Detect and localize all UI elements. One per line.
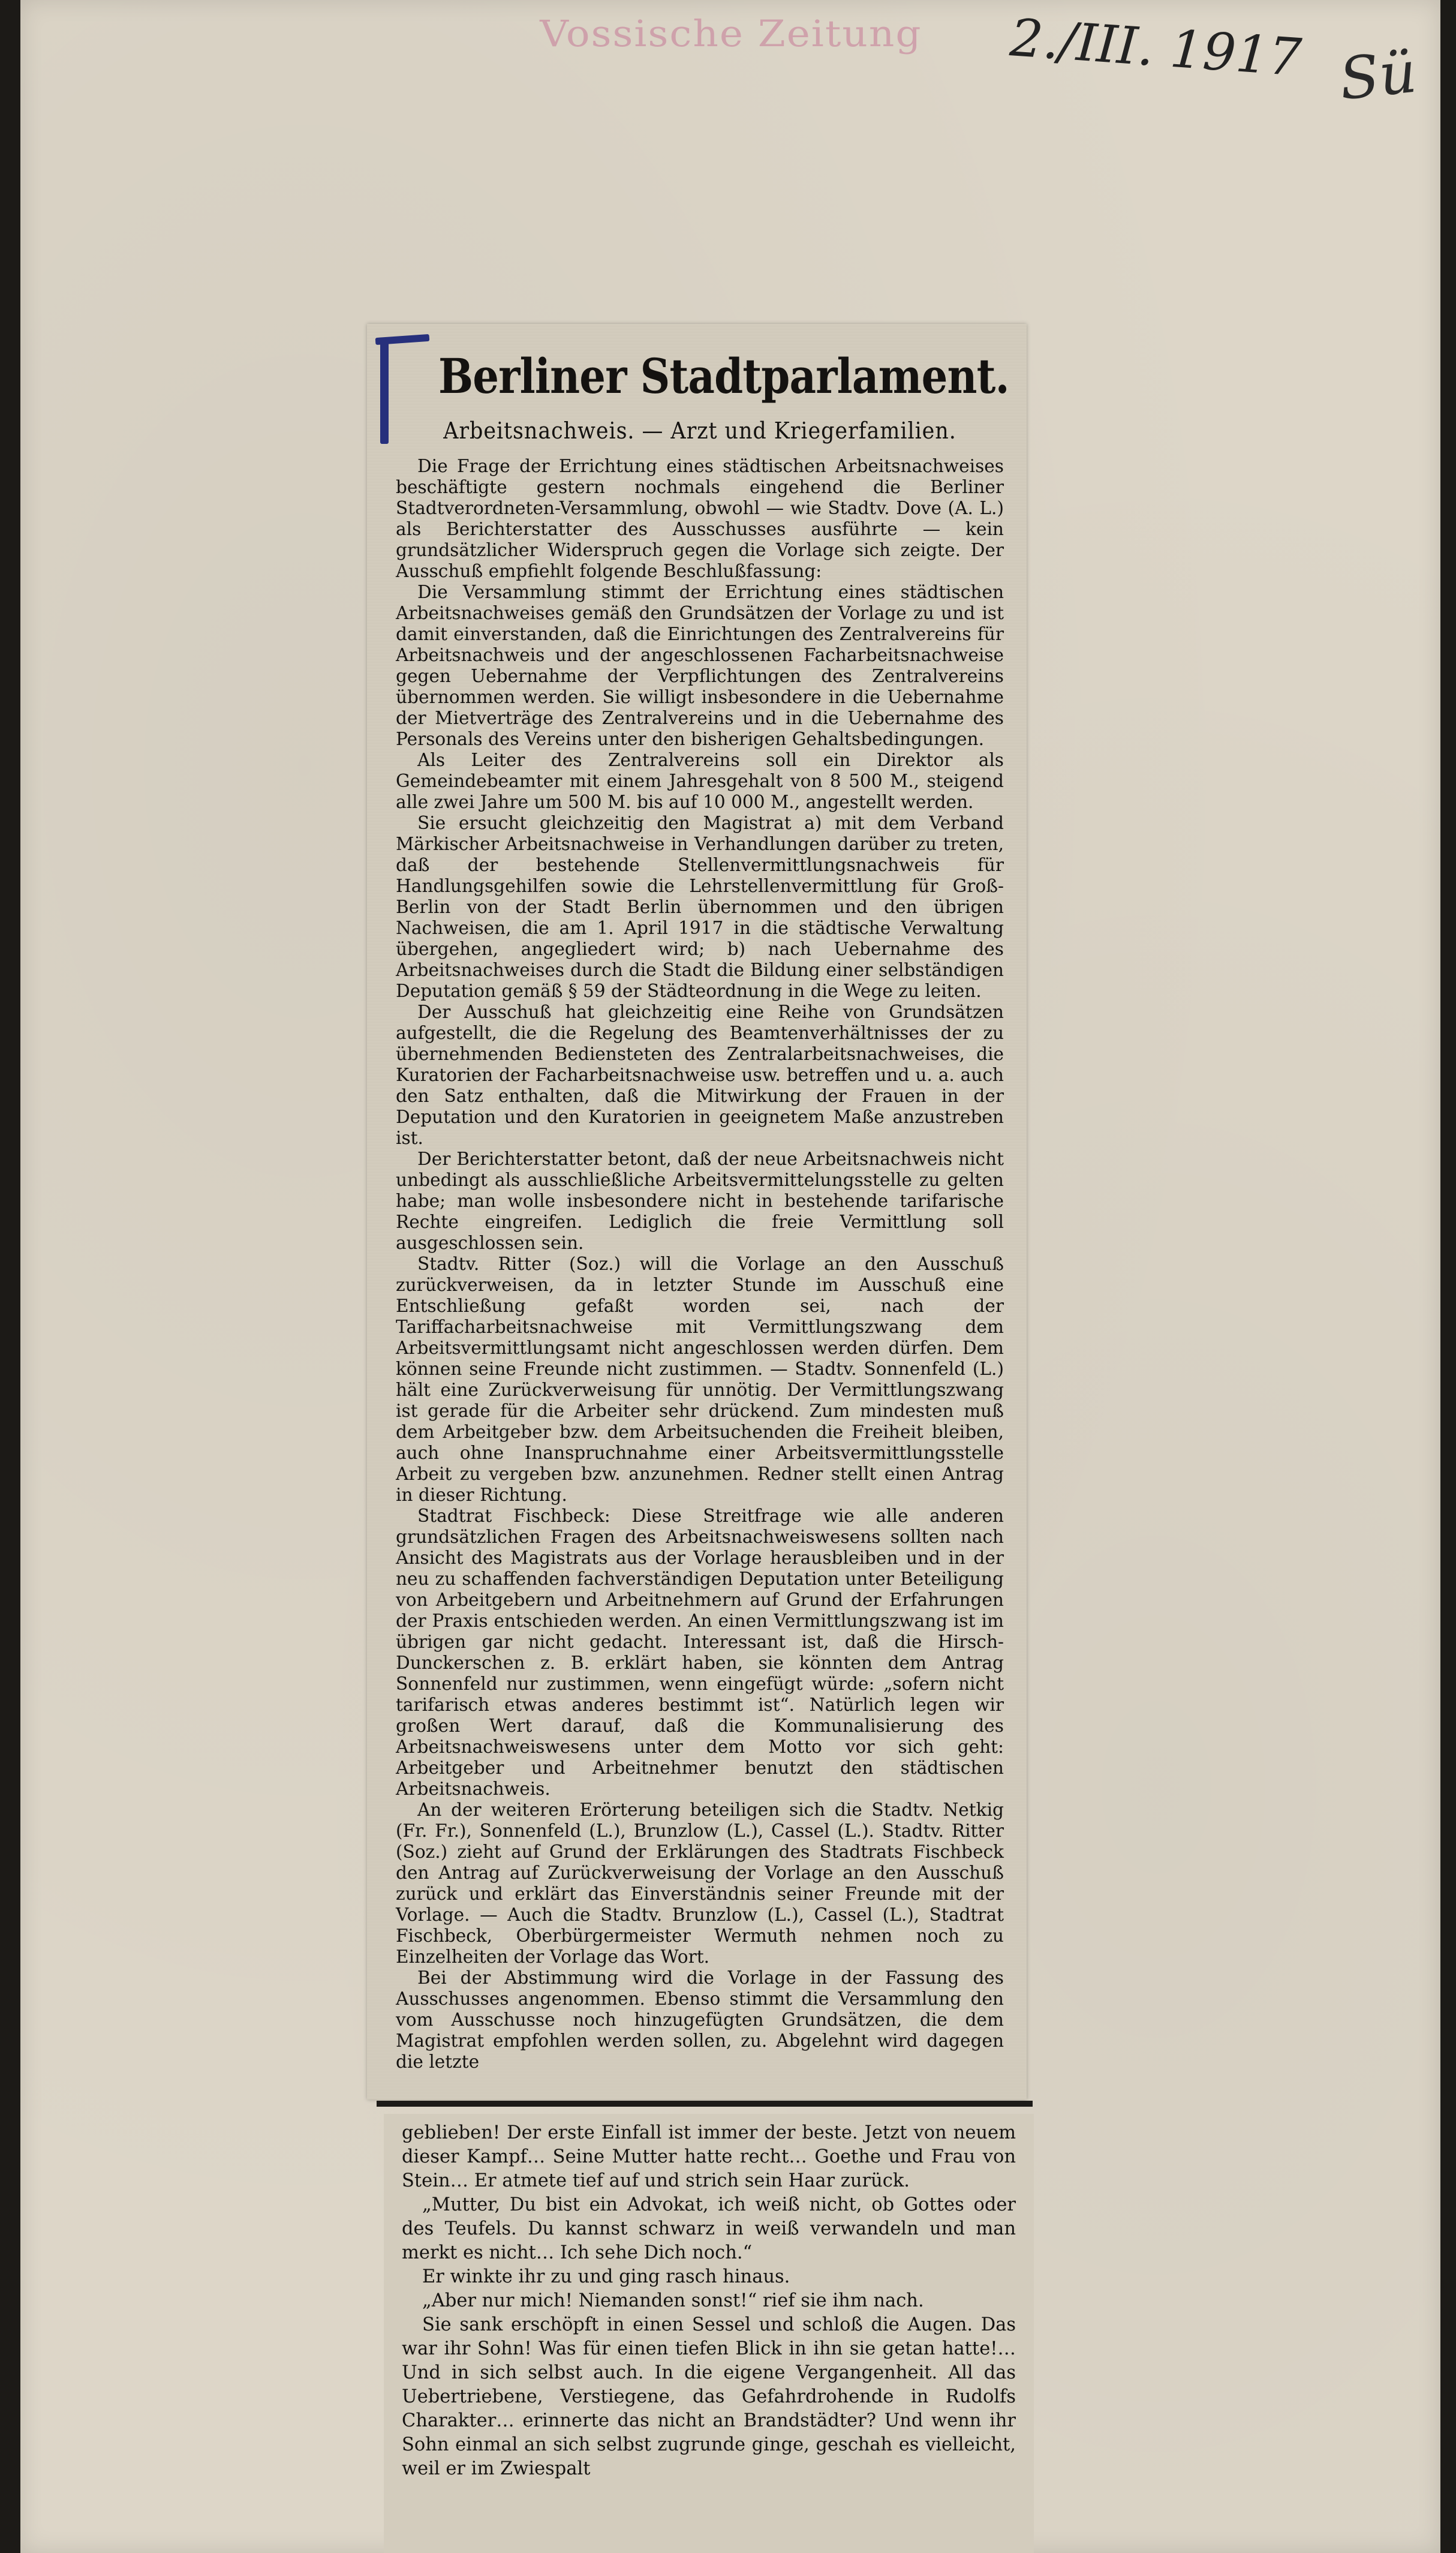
- handwritten-initials: Sü: [1336, 38, 1420, 113]
- article-paragraph: An der weiteren Erörterung beteiligen sich die Stadtv. Netkig (Fr. Fr.), Sonnenfeld (L.), Brunzlow (L.), Cassel (L.). Stadtv. Ritter (Soz.) zieht auf Grund der Erklärungen des Stadtrats Fischbeck den Antrag auf Zurückverweisung der Vorlage an den Ausschuß zurück und erklärt das Einverständnis seiner Freunde mit der Vorlage. — Auch die Stadtv. Brunzlow (L.), Cassel (L.), Stadtrat Fischbeck, Oberbürgermeister Wermuth nehmen noch zu Einzelheiten der Vorlage das Wort.: [396, 1800, 1004, 1967]
- story-body: [402, 2121, 1016, 2481]
- story-paragraph: „Aber nur mich! Niemanden sonst!“ rief sie ihm nach.: [422, 2290, 924, 2311]
- article-paragraph: Die Frage der Errichtung eines städtischen Arbeitsnachweises beschäftigte gestern nochmals eingehend die Berliner Stadtverordneten-Versammlung, obwohl — wie Stadtv. Dove (A. L.) als Berichterstatter des Ausschusses ausführte — kein grundsätzlicher Widerspruch gegen die Vorlage sich zeigte. Der Ausschuß empfiehlt folgende Beschlußfassung:: [396, 456, 1004, 581]
- column-separator-rule: [377, 2101, 1033, 2107]
- blue-pencil-mark-top: [375, 334, 430, 345]
- handwritten-date: 2./III. 1917: [1008, 8, 1304, 88]
- story-paragraph: Er winkte ihr zu und ging rasch hinaus.: [422, 2266, 790, 2287]
- story-clipping: [384, 2114, 1034, 2553]
- newspaper-stamp: Vossische Zeitung: [540, 13, 922, 55]
- article-paragraph: Die Versammlung stimmt der Errichtung eines städtischen Arbeitsnachweises gemäß den Grundsätzen der Vorlage zu und ist damit einverstanden, daß die Einrichtungen des Zentralvereins für Arbeitsnachweis und der angeschlossenen Facharbeitsnachweise gegen Uebernahme der Verpflichtungen des Zentralvereins übernommen werden. Sie willigt insbesondere in die Uebernahme der Mietverträge des Zentralvereins und in die Uebernahme des Personals des Vereins unter den bisherigen Gehaltsbedingungen.: [396, 582, 1004, 749]
- article-headline: Berliner Stadtparlament.: [438, 348, 1009, 404]
- article-paragraph: Sie ersucht gleichzeitig den Magistrat a) mit dem Verband Märkischer Arbeitsnachweise in Verhandlungen darüber zu treten, daß der bestehende Stellenvermittlungsnachweis für Handlungsgehilfen sowie die Lehrstellenvermittlung für Groß-Berlin von der Stadt Berlin übernommen und den übrigen Nachweisen, die am 1. April 1917 in die städtische Verwaltung übergehen, angegliedert wird; b) nach Uebernahme des Arbeitsnachweises durch die Stadt die Bildung einer selbständigen Deputation gemäß § 59 der Städteordnung in die Wege zu leiten.: [396, 813, 1004, 1001]
- article-body: [396, 456, 1004, 2073]
- story-paragraph: „Mutter, Du bist ein Advokat, ich weiß nicht, ob Gottes oder des Teufels. Du kannst schwarz in weiß verwandeln und man merkt es nicht… Ich sehe Dich noch.“: [402, 2194, 1016, 2263]
- article-paragraph: Der Ausschuß hat gleichzeitig eine Reihe von Grundsätzen aufgestellt, die die Regelung des Beamtenverhältnisses der zu übernehmenden Bediensteten des Zentralarbeitsnachweises, die Kuratorien der Facharbeitsnachweise usw. betreffen und u. a. auch den Satz enthalten, daß die Mitwirkung der Frauen in der Deputation und den Kuratorien in geeignetem Maße anzustreben ist.: [396, 1002, 1004, 1148]
- blue-pencil-mark: [380, 342, 389, 444]
- article-paragraph: Stadtrat Fischbeck: Diese Streitfrage wie alle anderen grundsätzlichen Fragen des Arbeitsnachweiswesens sollten nach Ansicht des Magistrats aus der Vorlage herausbleiben und in der neu zu schaffenden fachverständigen Deputation unter Beteiligung von Arbeitgebern und Arbeitnehmern auf Grund der Erfahrungen der Praxis entschieden werden. An einen Vermittlungszwang ist im übrigen gar nicht gedacht. Interessant ist, daß die Hirsch-Dunckerschen z. B. erklärt haben, sie könnten dem Antrag Sonnenfeld nur zustimmen, wenn eingefügt würde: „sofern nicht tarifarisch etwas anderes bestimmt ist“. Natürlich legen wir großen Wert darauf, daß die Kommunalisierung des Arbeitsnachweiswesens unter dem Motto vor sich geht: Arbeitgeber und Arbeitnehmer benutzt den städtischen Arbeitsnachweis.: [396, 1506, 1004, 1799]
- article-paragraph: Als Leiter des Zentralvereins soll ein Direktor als Gemeindebeamter mit einem Jahresgehalt von 8 500 M., steigend alle zwei Jahre um 500 M. bis auf 10 000 M., angestellt werden.: [396, 750, 1004, 812]
- article-subheadline: Arbeitsnachweis. — Arzt und Kriegerfamilien.: [443, 418, 956, 444]
- story-paragraph: geblieben! Der erste Einfall ist immer der beste. Jetzt von neuem dieser Kampf… Seine Mutter hatte recht… Goethe und Frau von Stein… Er atmete tief auf und strich sein Haar zurück.: [402, 2122, 1016, 2191]
- article-paragraph: Der Berichterstatter betont, daß der neue Arbeitsnachweis nicht unbedingt als ausschließliche Arbeitsvermittelungsstelle zu gelten habe; man wolle insbesondere nicht in bestehende tarifarische Rechte eingreifen. Lediglich die freie Vermittlung soll ausgeschlossen sein.: [396, 1149, 1004, 1253]
- article-clipping: [367, 324, 1027, 2100]
- article-paragraph: Stadtv. Ritter (Soz.) will die Vorlage an den Ausschuß zurückverweisen, da in letzter Stunde im Ausschuß eine Entschließung gefaßt worden sei, nach der Tariffacharbeitsnachweise mit Vermittlungszwang dem Arbeitsvermittlungsamt nicht angeschlossen werden dürfen. Dem können seine Freunde nicht zustimmen. — Stadtv. Sonnenfeld (L.) hält eine Zurückverweisung für unnötig. Der Vermittlungszwang ist gerade für die Arbeiter sehr drückend. Zum mindesten muß dem Arbeitgeber bzw. dem Arbeitsuchenden die Freiheit bleiben, auch ohne Inanspruchnahme einer Arbeitsvermittlungsstelle Arbeit zu vergeben bzw. anzunehmen. Redner stellt einen Antrag in dieser Richtung.: [396, 1254, 1004, 1505]
- story-paragraph: Sie sank erschöpft in einen Sessel und schloß die Augen. Das war ihr Sohn! Was für einen tiefen Blick in ihn sie getan hatte!… Und in sich selbst auch. In die eigene Vergangenheit. All das Uebertriebene, Verstiegene, das Gefahrdrohende in Rudolfs Charakter… erinnerte das nicht an Brandstädter? Und wenn ihr Sohn einmal an sich selbst zugrunde ginge, geschah es vielleicht, weil er im Zwiespalt: [402, 2314, 1016, 2479]
- article-paragraph: Bei der Abstimmung wird die Vorlage in der Fassung des Ausschusses angenommen. Ebenso stimmt die Versammlung den vom Ausschusse noch hinzugefügten Grundsätzen, die dem Magistrat empfohlen werden sollen, zu. Abgelehnt wird dagegen die letzte: [396, 1968, 1004, 2072]
